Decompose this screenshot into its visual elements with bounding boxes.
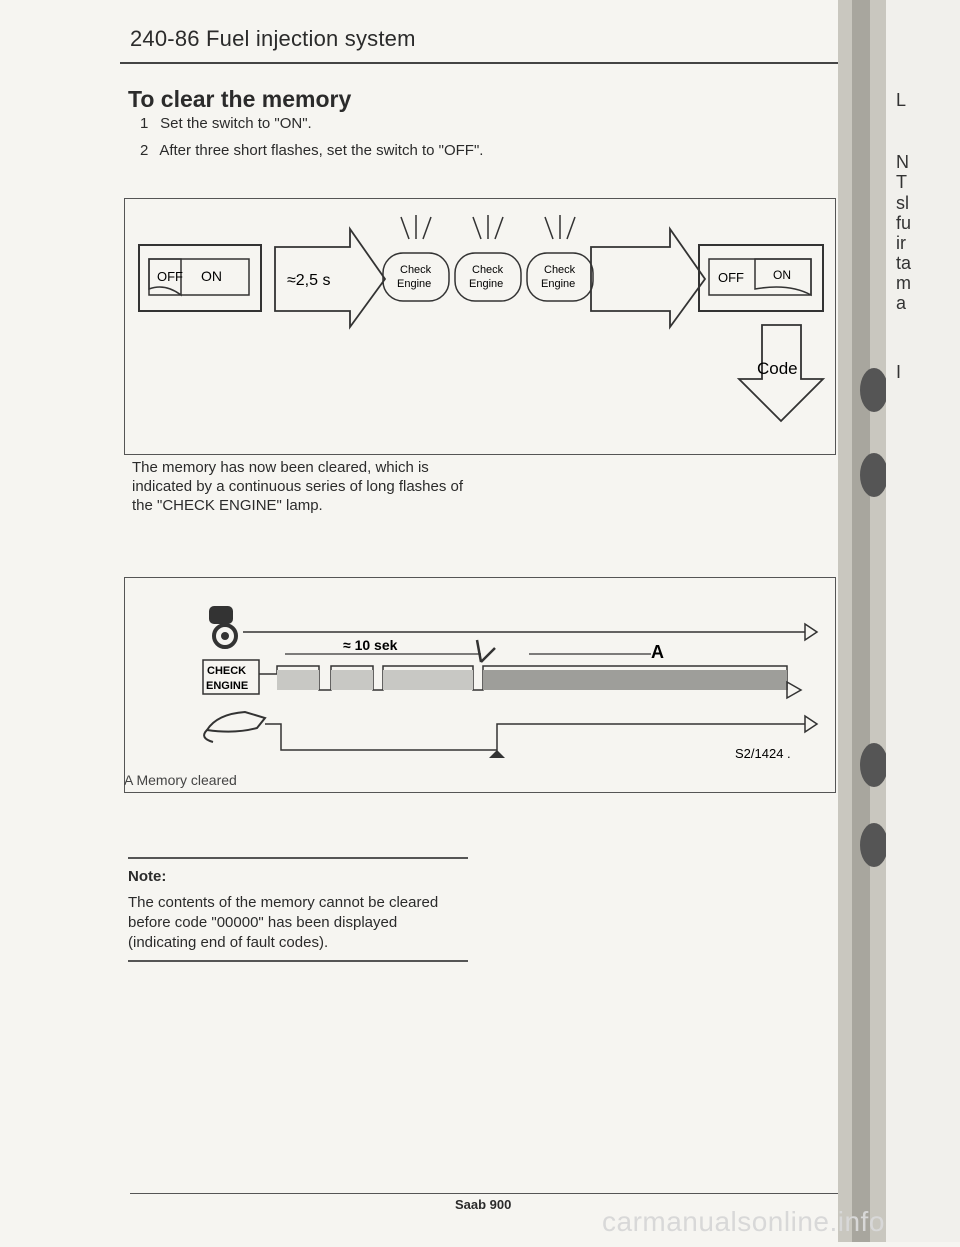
figure-timing-drawing bbox=[125, 578, 835, 792]
lamp-line2: Engine bbox=[397, 278, 432, 290]
lamp-line2: Engine bbox=[541, 278, 576, 290]
short-flash-2 bbox=[331, 670, 373, 690]
lamp-line1: Check bbox=[544, 264, 576, 276]
switch-on-label: ON bbox=[201, 268, 222, 284]
note-bottom-rule bbox=[128, 960, 468, 962]
edge-letter: ta bbox=[896, 253, 912, 273]
check-label: CHECK bbox=[207, 665, 247, 677]
step-text: Set the switch to "ON". bbox=[160, 115, 312, 132]
edge-letter: I bbox=[896, 362, 902, 382]
step-number: 2 bbox=[140, 142, 149, 159]
edge-letter: L bbox=[896, 90, 907, 110]
figure-timing-diagram bbox=[124, 577, 836, 793]
binding-hole bbox=[860, 743, 888, 787]
duration-text: ≈ 10 sek bbox=[343, 637, 398, 653]
continuous-flash bbox=[483, 670, 787, 690]
switch-icon bbox=[204, 712, 265, 742]
flash-rays bbox=[545, 215, 575, 239]
lamp-line2: Engine bbox=[469, 278, 504, 290]
switch-line bbox=[265, 724, 805, 750]
step-1 bbox=[140, 114, 312, 134]
footer-rule bbox=[130, 1193, 838, 1194]
edge-letter: N bbox=[896, 152, 909, 172]
duration-label: ≈2,5 s bbox=[287, 272, 331, 289]
section-title: To clear the memory bbox=[128, 86, 352, 112]
note-label: Note: bbox=[128, 868, 167, 885]
footer-text: Saab 900 bbox=[455, 1197, 512, 1212]
short-flash-1 bbox=[277, 670, 319, 690]
binding-hole bbox=[860, 823, 888, 867]
binding-strip bbox=[838, 0, 960, 1242]
short-flash-3 bbox=[383, 670, 473, 690]
edge-letter: T bbox=[896, 172, 907, 192]
ignition-arrowhead bbox=[805, 624, 817, 640]
watermark: carmanualsonline.info bbox=[602, 1206, 885, 1237]
figure-ref: S2/1424 . bbox=[735, 746, 791, 761]
lamp-line1: Check bbox=[472, 264, 504, 276]
edge-letter: sl bbox=[896, 193, 909, 213]
marker-label: A bbox=[651, 642, 664, 662]
binding-edge bbox=[852, 0, 870, 1242]
flash-rays bbox=[401, 215, 431, 239]
paragraph-memory-cleared: The memory has now been cleared, which is indicated by a continuous series of long flashes of the "CHECK ENGINE" lamp. bbox=[132, 459, 464, 514]
edge-letter: m bbox=[896, 273, 911, 293]
switch-off-label: OFF bbox=[157, 269, 183, 284]
edge-letter: ir bbox=[896, 233, 906, 253]
binding-hole bbox=[860, 453, 888, 497]
figure-clear-sequence-drawing bbox=[125, 199, 835, 454]
switch-off-marker-icon bbox=[489, 750, 505, 758]
header-rule bbox=[120, 62, 838, 64]
step-2 bbox=[140, 141, 490, 161]
edge-letter: a bbox=[896, 293, 907, 313]
flash-arrowhead bbox=[787, 682, 801, 698]
arrow-next bbox=[591, 229, 705, 327]
binding-hole bbox=[860, 368, 888, 412]
check-engine-lamp-2 bbox=[455, 215, 521, 301]
edge-letter: fu bbox=[896, 213, 912, 233]
code-label: Code bbox=[757, 359, 798, 378]
switch-on-label: ON bbox=[773, 268, 791, 282]
note-text: The contents of the memory cannot be cleared before code "00000" has been displayed (indicating end of fault codes). bbox=[128, 894, 439, 951]
note-top-rule bbox=[128, 857, 468, 859]
page-header-title: 240-86 Fuel injection system bbox=[130, 26, 416, 51]
figure-clear-sequence bbox=[124, 198, 836, 455]
lamp-line1: Check bbox=[400, 264, 432, 276]
ignition-key-icon bbox=[209, 606, 236, 647]
engine-label: ENGINE bbox=[206, 680, 249, 692]
check-engine-lamp-1 bbox=[383, 215, 449, 301]
switch-off-label: OFF bbox=[718, 270, 744, 285]
figure-caption: A Memory cleared bbox=[124, 772, 237, 788]
check-engine-lamp-3 bbox=[527, 215, 593, 301]
pointer-arrow bbox=[477, 640, 495, 662]
step-text: After three short flashes, set the switch to "OFF". bbox=[159, 142, 484, 159]
flash-rays bbox=[473, 215, 503, 239]
step-number: 1 bbox=[140, 115, 149, 132]
switch-arrowhead bbox=[805, 716, 817, 732]
